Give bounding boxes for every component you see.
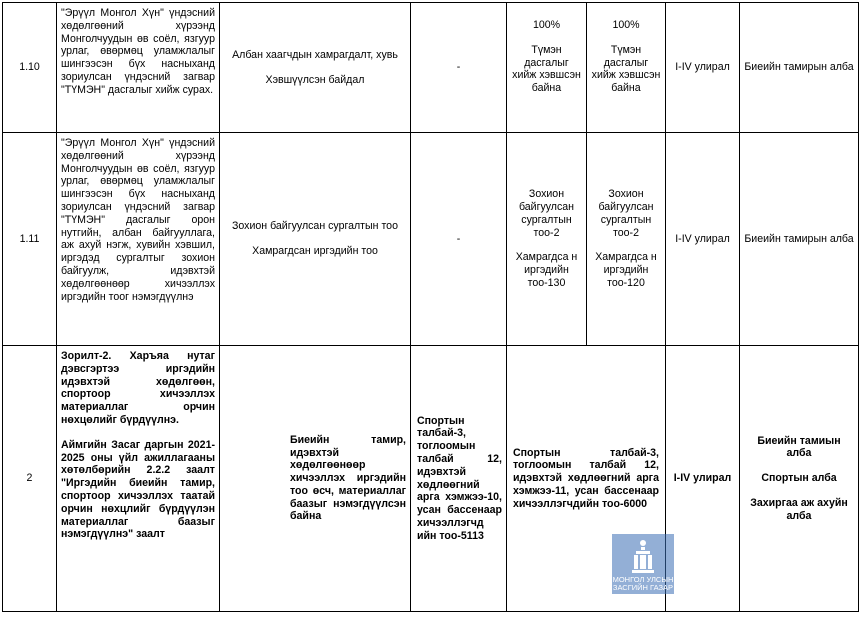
baseline-cell: Спортын талбай-3, тоглоомын талбай 12, идэвхтэй хөдлөөгний арга хэмжээ-10, усан бассенаар хичээллэгчд ийн тоо-5113 — [411, 346, 507, 612]
target-cell-1: 100% Түмэн дасгалыг хийж хэвшсэн байна — [507, 3, 587, 133]
period-cell: I-IV улирал — [666, 3, 740, 133]
activity-cell: "Эрүүл Монгол Хүн" үндэсний хөдөлгөөний хүрээнд Монголчуудын өв соёл, язгуур урлаг, өвөрмөц уламжлалыг шингээсэн бүх насныханд зориулсан үндэсний загвар "ТҮМЭН" дасгалыг орон нутгийн, албан байгууллага, аж ахуй нэгж, хувийн хэвшил, иргэдэд сургалтыг зохион байгуулж, идэвхтэй хөдөлгөөнөөр хичээллэх иргэдийн тоог нэмэгдүүлнэ — [57, 133, 220, 346]
period-cell: I-IV улирал — [666, 133, 740, 346]
table-row — [3, 346, 859, 612]
table-row — [3, 133, 859, 346]
responsible-cell: Биеийн тамирын алба — [740, 3, 859, 133]
period-cell: I-IV улирал — [666, 346, 740, 612]
target-cell-merged: Спортын талбай-3, тоглоомын талбай 12, идэвхтэй хөдлөөгний арга хэмжээ-11, усан бассенаар хичээллэгчдийн тоо-6000 — [507, 346, 666, 612]
activity-cell: Зорилт-2. Харъяа нутаг дэвсгэртээ иргэдийн идэвхтэй хөдөлгөөн, спортоор хичээллэх материаллаг орчин нөхцөлийг бүрдүүлнэ. Аймгийн Засаг даргын 2021-2025 оны үйл ажиллагааны хөтөлбөрийн 2.2.2 заалт "Иргэдийн биеийн тамир, спортоор хичээллэх таатай орчин нөхцлийг бүрдүүлэн материаллаг баазыг нэмэгдүүлнэ" заалт — [57, 346, 220, 612]
target-cell-1: Зохион байгуулсан сургалтын тоо-2 Хамрагдса н иргэдийн тоо-130 — [507, 133, 587, 346]
row-number: 1.11 — [3, 133, 57, 346]
plan-table — [2, 2, 859, 612]
government-emblem-caption: МОНГОЛ УЛСЫН ЗАСГИЙН ГАЗАР — [612, 575, 674, 592]
indicator-cell: Зохион байгуулсан сургалтын тоо Хамрагдсан иргэдийн тоо — [220, 133, 411, 346]
responsible-cell: Биеийн тамирын алба — [740, 133, 859, 346]
target-cell-2: Зохион байгуулсан сургалтын тоо-2 Хамрагдса н иргэдийн тоо-120 — [587, 133, 666, 346]
target-cell-2: 100% Түмэн дасгалыг хийж хэвшсэн байна — [587, 3, 666, 133]
activity-cell: "Эрүүл Монгол Хүн" үндэсний хөдөлгөөний хүрээнд Монголчуудын өв соёл, язгуур урлаг, өвөрмөц уламжлалыг шингээсэн бүх насныханд зориулсан үндэсний загвар "ТҮМЭН" дасгалыг хийж сурах. — [57, 3, 220, 133]
responsible-cell: Биеийн тамиын алба Спортын алба Захиргаа аж ахуйн алба — [740, 346, 859, 612]
indicator-cell: Албан хаагчдын хамрагдалт, хувь Хэвшүүлсэн байдал — [220, 3, 411, 133]
baseline-cell: - — [411, 3, 507, 133]
row-number: 2 — [3, 346, 57, 612]
row-number: 1.10 — [3, 3, 57, 133]
baseline-cell: - — [411, 133, 507, 346]
indicator-cell: Биеийн тамир, идэвхтэй хөдөлгөөнөөр хичээллэх иргэдийн тоо өсч, материаллаг баазыг нэмэгдүүлсэн байна — [220, 346, 411, 612]
table-row — [3, 3, 859, 133]
